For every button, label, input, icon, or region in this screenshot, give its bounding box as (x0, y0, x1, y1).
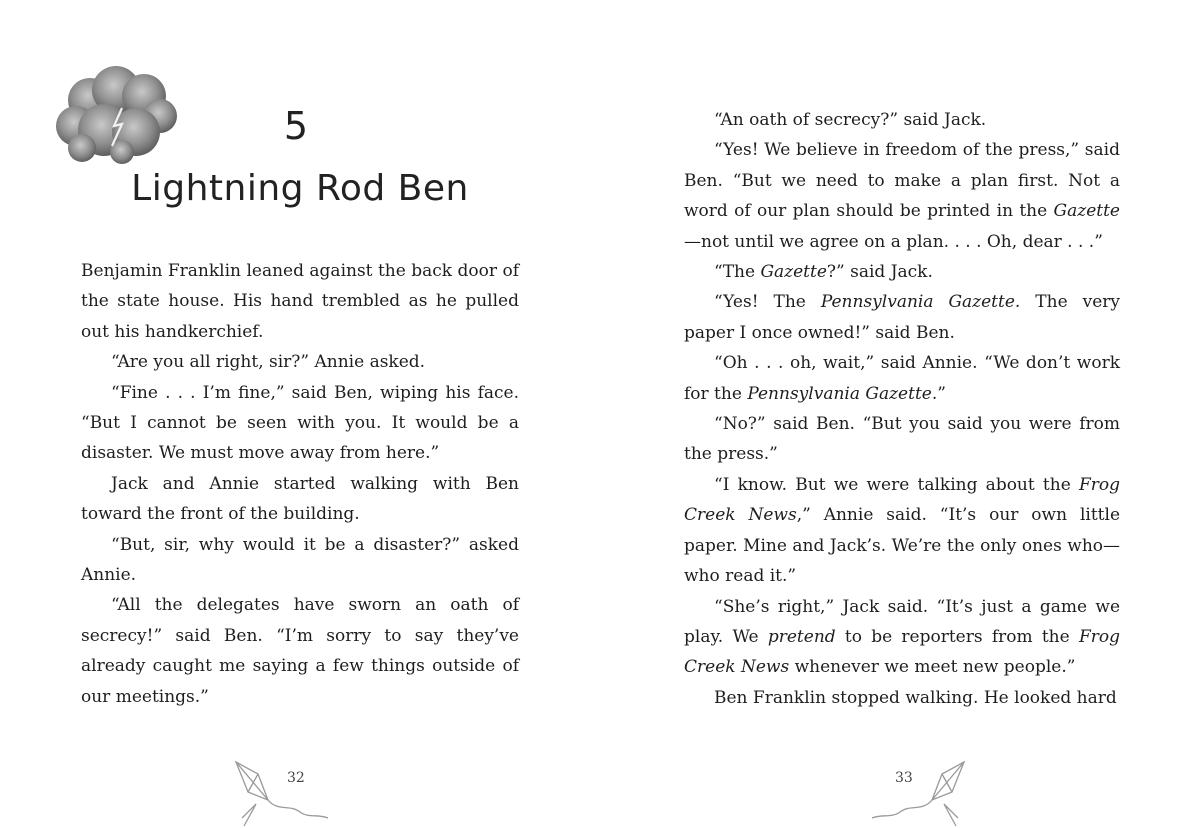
paragraph-text: ,” Annie said. “It’s our own little paper. Mine and Jack’s. We’re the only ones who—who read it.” (684, 505, 1120, 587)
chapter-number: 5 (283, 104, 309, 148)
paragraph (684, 470, 1120, 592)
paragraph: “Are you all right, sir?” Annie asked. (111, 352, 426, 373)
left-body-text (81, 256, 519, 712)
paragraph-text: ?” said Jack. (826, 262, 933, 283)
paragraph (684, 257, 1120, 287)
paragraph: Jack and Annie started walking with Ben toward the front of the building. (81, 473, 519, 525)
paragraph: Ben Franklin stopped walking. He looked hard (714, 687, 1117, 708)
italic-text: Gazette (760, 262, 827, 283)
right-page (600, 0, 1200, 828)
italic-text: pretend (767, 626, 836, 647)
paragraph (684, 348, 1120, 409)
paragraph: Benjamin Franklin leaned against the back door of the state house. His hand trembled as he pulled out his handkerchief. (81, 261, 519, 342)
storm-cloud-icon (52, 60, 180, 168)
paragraph: “Fine . . . I’m fine,” said Ben, wiping his face. “But I cannot be seen with you. It would be a disaster. We must move away from here.” (81, 382, 519, 464)
paragraph: “But, sir, why would it be a disaster?” asked Annie. (81, 534, 519, 586)
paragraph-text: The very paper I once owned!” said Ben. (684, 292, 1120, 343)
paragraph: “All the delegates have sworn an oath of secrecy!” said Ben. “I’m sorry to say they’ve already caught me saying a few things outside of our meetings.” (81, 595, 519, 707)
paragraph-text: “Yes! The (714, 292, 821, 313)
paragraph-text: —not until we agree on a plan. . . . Oh, dear . . .” (684, 231, 1103, 252)
kite-icon (228, 756, 338, 828)
italic-text: Frog Creek News (684, 474, 1120, 526)
right-body-text (684, 105, 1120, 713)
italic-text: Pennsylvania Gazette. (820, 292, 1021, 313)
paragraph-text: .” (931, 383, 946, 404)
paragraph (684, 287, 1120, 348)
paragraph (684, 135, 1120, 257)
paragraph-text: “Yes! We believe in freedom of the press,” said Ben. “But we need to make a plan first. Not a word of our plan should be printed in the (684, 140, 1120, 222)
paragraph-text: whenever we meet new people.” (789, 657, 1076, 678)
paragraph (684, 592, 1120, 683)
paragraph-text: “I know. But we were talking about the (714, 474, 1079, 495)
italic-text: Pennsylvania Gazette (747, 383, 932, 404)
kite-icon (868, 756, 978, 828)
paragraph: “An oath of secrecy?” said Jack. (714, 110, 987, 130)
chapter-title: Lightning Rod Ben (131, 168, 469, 209)
paragraph: “No?” said Ben. “But you said you were from the press.” (684, 414, 1120, 465)
italic-text: Gazette (1053, 201, 1120, 222)
italic-text: Frog Creek News (684, 626, 1120, 678)
paragraph-text: to be reporters from the (835, 626, 1079, 647)
paragraph-text: “Oh . . . oh, wait,” said Annie. “We don’t work for the (684, 353, 1120, 404)
paragraph-text: “The (714, 262, 761, 283)
page-number: 32 (287, 770, 305, 786)
paragraph-text: “She’s right,” Jack said. “It’s just a game we play. We (684, 596, 1120, 647)
page-number: 33 (895, 770, 913, 786)
